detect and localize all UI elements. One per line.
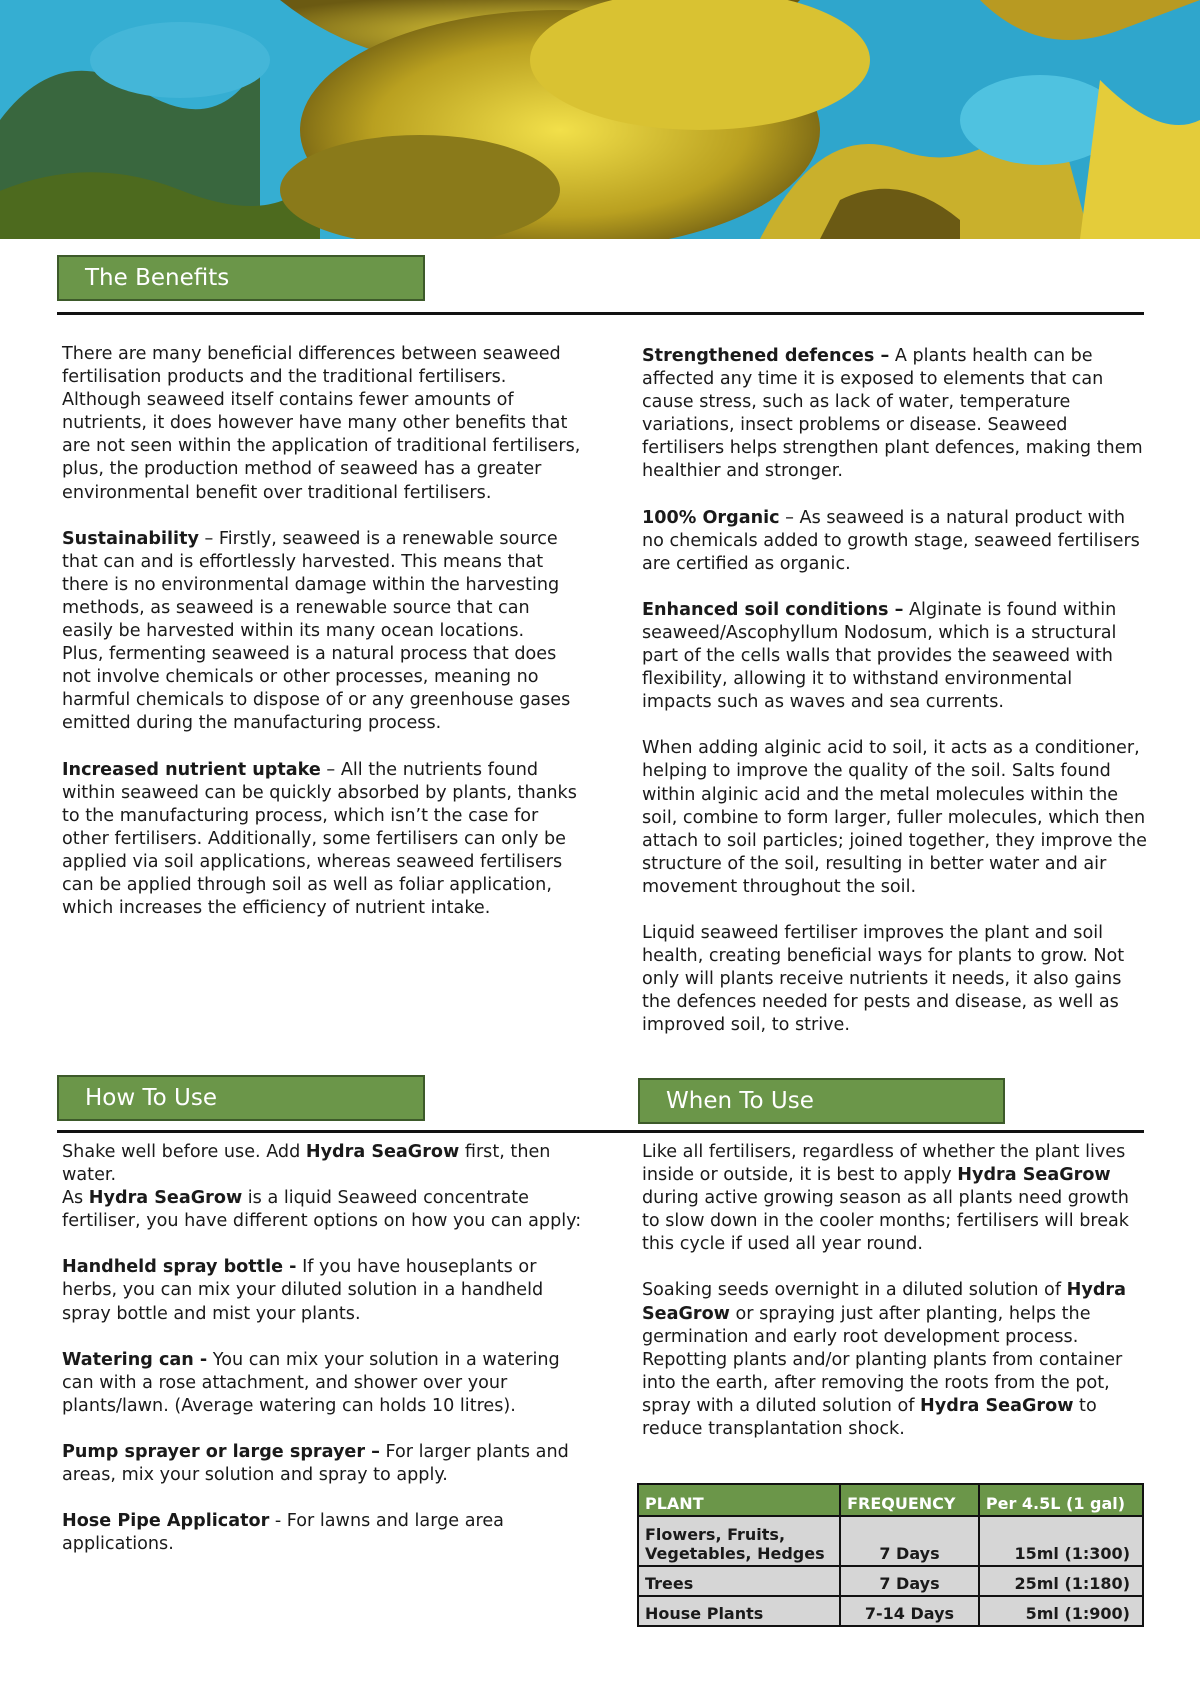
term-text: – Firstly, seaweed is a renewable source that can and is effortlessly harvested. This means that there is no environmental damage within the harvesting methods, as seaweed is a renewable source that can easily be harvested within its many ocean locations. [62,528,560,642]
section-heading-benefits [57,255,425,301]
brand-name: Hydra SeaGrow [88,1188,243,1209]
paragraph [62,1441,582,1487]
paragraph [62,1141,582,1187]
text: As [62,1188,89,1209]
paragraph [62,759,582,921]
benefits-heading-text: The Benefits [85,265,230,291]
text: Soaking seeds overnight in a diluted solution of [642,1280,1067,1301]
text: to reduce transplantation shock. [642,1395,1097,1440]
term: Increased nutrient uptake [62,759,321,780]
paragraph [642,507,1147,576]
when-to-use-heading-text: When To Use [666,1088,814,1114]
paragraph: When adding alginic acid to soil, it acts as a conditioner, helping to improve the quality of the soil. Salts found within alginic acid and the metal molecules within the soil, combine to form larger, fuller molecules, which then attach to soil particles; joined together, they improve the structure of the soil, resulting in better water and air movement throughout the soil. [642,738,1147,897]
paragraph [62,1510,582,1556]
brand-name: Hydra SeaGrow [957,1165,1111,1186]
table-cell: 25ml (1:180) [979,1566,1143,1596]
table-cell: 7-14 Days [840,1596,979,1626]
term: 100% Organic [642,507,780,528]
benefits-left-column [62,343,582,943]
text: Like all fertilisers, regardless of whether the plant lives inside or outside, it is best to apply [642,1142,1126,1186]
column-header: FREQUENCY [840,1484,979,1516]
term: Strengthened defences – [642,346,890,366]
brand-name: Hydra SeaGrow [920,1395,1074,1416]
dosage-table [637,1483,1144,1627]
column-header: Per 4.5L (1 gal) [979,1484,1143,1516]
table-cell: 7 Days [840,1516,979,1566]
table-cell: 7 Days [840,1566,979,1596]
section-heading-when-to-use [638,1078,1005,1124]
paragraph: Plus, fermenting seaweed is a natural process that does not involve chemicals or other processes, meaning no harmful chemicals to dispose of or any greenhouse gases emitted during the manufacturing process. [62,644,571,734]
table-header-row [638,1484,1143,1516]
paragraph [62,1256,582,1325]
term: Watering can - [62,1349,208,1370]
paragraph [642,1279,1142,1348]
table-row [638,1516,1143,1566]
table-cell: 15ml (1:300) [979,1516,1143,1566]
term: Pump sprayer or large sprayer – [62,1441,380,1462]
text: is a liquid Seaweed concentrate fertiliser, you have different options on how you can apply: [62,1188,582,1232]
term: Hose Pipe Applicator [62,1511,270,1532]
term: Handheld spray bottle - [62,1257,297,1278]
term-text: - For lawns and large area applications. [62,1511,504,1555]
term-text: Alginate is found within seaweed/Ascophyllum Nodosum, which is a structural part of the cells walls that provides the seaweed with flexibility, allowing it to withstand environmental impacts such as waves and sea currents. [642,599,1117,713]
column-header: PLANT [638,1484,840,1516]
table-cell: Trees [638,1566,840,1596]
brand-name: Hydra SeaGrow [642,1280,1126,1324]
hero-seaweed-image [0,0,1200,239]
term: Sustainability [62,528,199,549]
paragraph [62,1187,582,1233]
paragraph: Liquid seaweed fertiliser improves the plant and soil health, creating beneficial ways for plants to grow. Not only will plants receive nutrients it needs, it also gains the defences needed for pests and disease, as well as improved soil, to strive. [642,922,1125,1036]
term-text: – As seaweed is a natural product with no chemicals added to growth stage, seaweed fertilisers are certified as organic. [642,507,1140,574]
how-to-use-heading-text: How To Use [85,1085,217,1111]
term-text: You can mix your solution in a watering can with a rose attachment, and shower over your plants/lawn. (Average watering can holds 10 litres). [62,1349,560,1416]
paragraph: Although seaweed itself contains fewer amounts of nutrients, it does however have many other benefits that are not seen within the application of traditional fertilisers, plus, the production method of seaweed has a greater environmental benefit over traditional fertilisers. [62,390,581,503]
text: or spraying just after planting, helps the germination and early root development process. [642,1303,1091,1347]
paragraph [642,599,1147,714]
term-text: A plants health can be affected any time it is exposed to elements that can cause stress, such as lack of water, temperature variations, insect problems or disease. Seaweed fertilisers helps strengthen plant defences, making them healthier and stronger. [642,346,1143,482]
table-cell: Flowers, Fruits, Vegetables, Hedges [638,1516,840,1566]
text: first, then water. [62,1142,551,1186]
section-divider [57,1130,1144,1133]
seaweed-illustration [0,0,1200,239]
text: during active growing season as all plants need growth to slow down in the cooler months; fertilisers will break this cycle if used all year round. [642,1188,1129,1255]
term-text: If you have houseplants or herbs, you can mix your diluted solution in a handheld spray bottle and mist your plants. [62,1257,544,1324]
paragraph: There are many beneficial differences between seaweed fertilisation products and the traditional fertilisers. [62,344,561,388]
term-text: For larger plants and areas, mix your solution and spray to apply. [62,1441,569,1486]
paragraph [62,1349,582,1418]
how-to-use-column [62,1141,582,1579]
table-row [638,1596,1143,1626]
paragraph [642,345,1147,484]
term: Enhanced soil conditions – [642,599,904,620]
term-text: – All the nutrients found within seaweed can be quickly absorbed by plants, thanks to the manufacturing process, which isn’t the case for other fertilisers. Additionally, some fertilisers can only be applied via soil applications, whereas seaweed fertilisers can be applied through soil as well as foliar application, which increases the efficiency of nutrient intake. [62,759,577,919]
benefits-right-column [642,345,1147,1060]
section-divider [57,312,1144,315]
when-to-use-column [642,1141,1142,1464]
table-cell: House Plants [638,1596,840,1626]
table-row [638,1566,1143,1596]
table-cell: 5ml (1:900) [979,1596,1143,1626]
brand-name: Hydra SeaGrow [305,1142,460,1162]
paragraph [62,528,582,643]
section-heading-how-to-use [57,1075,425,1121]
paragraph [642,1141,1142,1256]
text: Shake well before use. Add [62,1142,306,1162]
paragraph [642,1349,1142,1441]
text: Repotting plants and/or planting plants from container into the earth, after removing the roots from the pot, spray with a diluted solution of [642,1349,1123,1416]
